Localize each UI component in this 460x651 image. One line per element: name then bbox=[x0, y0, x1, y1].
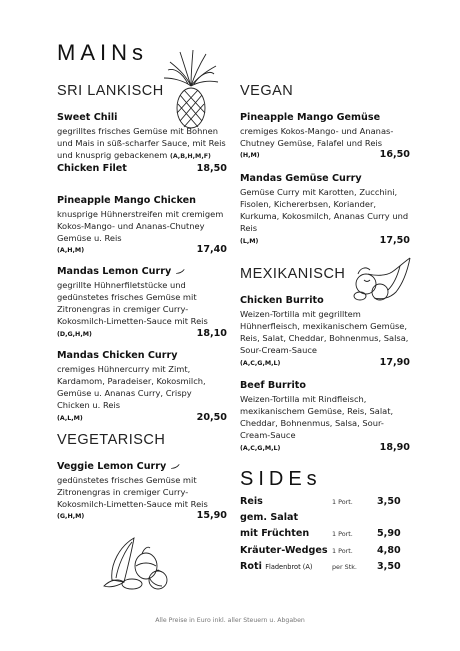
item-allergens: (A,H,M) bbox=[57, 247, 85, 255]
item-allergens: (G,H,M) bbox=[57, 513, 85, 521]
item-price: 18,50 bbox=[196, 163, 227, 175]
item-price: 15,90 bbox=[196, 510, 227, 522]
chili-icon bbox=[175, 268, 185, 274]
item-name: Mandas Gemüse Curry bbox=[240, 173, 362, 184]
side-name: mit Früchten bbox=[240, 528, 310, 540]
price-footnote: Alle Preise in Euro inkl. aller Steuern u. Abgaben bbox=[155, 617, 305, 624]
item-allergens: (L,M) bbox=[240, 237, 259, 245]
chili-icon bbox=[170, 463, 180, 469]
item-desc: cremiges Kokos-Mango- und Ananas-Chutney Gemüse, Falafel und Reis bbox=[240, 125, 394, 148]
item-price: 17,40 bbox=[196, 244, 227, 256]
side-portion: 1 Port. bbox=[332, 498, 353, 506]
side-name: Roti bbox=[240, 560, 262, 572]
item-desc: gedünstetes frisches Gemüse mit Zitronengras in cremiger Curry-Kokosmilch-Limetten-Sauce mit Reis bbox=[57, 474, 208, 510]
sides-list bbox=[240, 496, 410, 577]
item-desc: cremiges Hühnercurry mit Zimt, Kardamom, Paradeiser, Kokosmilch, Gemüse u. Ananas Curry, Crispy Chicken u. Reis bbox=[57, 363, 206, 411]
item-subname: Chicken Filet bbox=[57, 163, 127, 175]
menu-item-beef-burrito bbox=[240, 380, 410, 453]
item-desc: gegrilltes frisches Gemüse mit Bohnen und Mais in süß-scharfer Sauce, mit Reis und knusprig gebackenem bbox=[57, 125, 226, 161]
menu-item-veggie-lemon bbox=[57, 461, 227, 521]
menu-item-sweet-chili bbox=[57, 112, 227, 174]
side-item bbox=[240, 528, 410, 544]
item-price: 18,90 bbox=[379, 441, 410, 453]
side-price: 4,80 bbox=[377, 544, 401, 556]
item-desc: Gemüse Curry mit Karotten, Zucchini, Fisolen, Kichererbsen, Koriander, Kurkuma, Kokosmilch, Ananas Curry und Reis bbox=[240, 186, 409, 234]
menu-item-gemuese-curry bbox=[240, 173, 410, 246]
item-allergens: (A,L,M) bbox=[57, 414, 83, 422]
side-price: 3,50 bbox=[377, 496, 401, 507]
side-portion: per Stk. bbox=[332, 562, 357, 571]
side-name: Reis bbox=[240, 496, 263, 507]
menu-item-chicken-curry bbox=[57, 350, 227, 423]
menu-item-lemon-curry bbox=[57, 266, 227, 339]
item-name: Pineapple Mango Gemüse bbox=[240, 112, 381, 123]
page-title: MAINs bbox=[57, 40, 148, 65]
side-item bbox=[240, 561, 410, 577]
section-title-sides: SIDEs bbox=[240, 468, 322, 490]
section-title-sri-lankisch: SRI LANKISCH bbox=[57, 83, 164, 99]
item-desc: knusprige Hühnerstreifen mit cremigem Kokos-Mango- und Ananas-Chutney Gemüse u. Reis bbox=[57, 208, 224, 244]
item-allergens: (A,C,G,M,L) bbox=[240, 444, 281, 452]
item-price: 18,10 bbox=[196, 327, 227, 339]
side-name: Kräuter-Wedges bbox=[240, 544, 328, 556]
item-desc: Weizen-Tortilla mit gegrilltem Hühnerfleisch, mexikanischem Gemüse, Reis, Salat, Cheddar, Bohnenmus, Salsa, Sour-Cream-Sauce bbox=[240, 308, 409, 356]
vegetables-illustration bbox=[102, 530, 174, 592]
section-title-vegetarisch: VEGETARISCH bbox=[57, 432, 166, 448]
item-price: 20,50 bbox=[196, 411, 227, 423]
side-item bbox=[240, 512, 410, 528]
item-name: Chicken Burrito bbox=[240, 295, 324, 306]
item-allergens: (A,B,H,M,F) bbox=[169, 153, 211, 161]
side-portion: 1 Port. bbox=[332, 530, 353, 539]
side-price: 5,90 bbox=[377, 528, 401, 540]
side-sub: Fladenbrot (A) bbox=[265, 562, 313, 571]
menu-item-pineapple-gemuese bbox=[240, 112, 410, 160]
section-title-mexikanisch: MEXIKANISCH bbox=[240, 266, 346, 282]
item-name: Veggie Lemon Curry bbox=[57, 461, 167, 472]
menu-item-pineapple-chicken bbox=[57, 195, 227, 255]
menu-item-chicken-burrito bbox=[240, 295, 410, 368]
side-item bbox=[240, 496, 410, 512]
side-item bbox=[240, 545, 410, 561]
item-name: Mandas Chicken Curry bbox=[57, 350, 178, 361]
item-price: 17,90 bbox=[379, 356, 410, 368]
item-allergens: (D,G,H,M) bbox=[57, 330, 92, 338]
item-price: 16,50 bbox=[379, 149, 410, 161]
item-desc: gegrillte Hühnerfiletstücke und gedünstetes frisches Gemüse mit Zitronengras in cremiger Curry-Kokosmilch-Limetten-Sauce mit Reis bbox=[57, 279, 208, 327]
item-name: Beef Burrito bbox=[240, 380, 306, 391]
section-title-vegan: VEGAN bbox=[240, 83, 294, 99]
item-allergens: (A,C,G,M,L) bbox=[240, 359, 281, 367]
side-name: gem. Salat bbox=[240, 512, 299, 524]
item-name: Pineapple Mango Chicken bbox=[57, 195, 196, 206]
item-name: Sweet Chili bbox=[57, 112, 118, 123]
item-desc: Weizen-Tortilla mit Rindfleisch, mexikanischem Gemüse, Reis, Salat, Cheddar, Bohnenmus, Salsa, Sour-Cream-Sauce bbox=[240, 393, 394, 441]
side-price: 3,50 bbox=[377, 560, 401, 572]
item-name: Mandas Lemon Curry bbox=[57, 266, 172, 277]
item-price: 17,50 bbox=[379, 234, 410, 246]
item-allergens: (H,M) bbox=[240, 152, 260, 160]
side-portion: 1 Port. bbox=[332, 546, 353, 555]
